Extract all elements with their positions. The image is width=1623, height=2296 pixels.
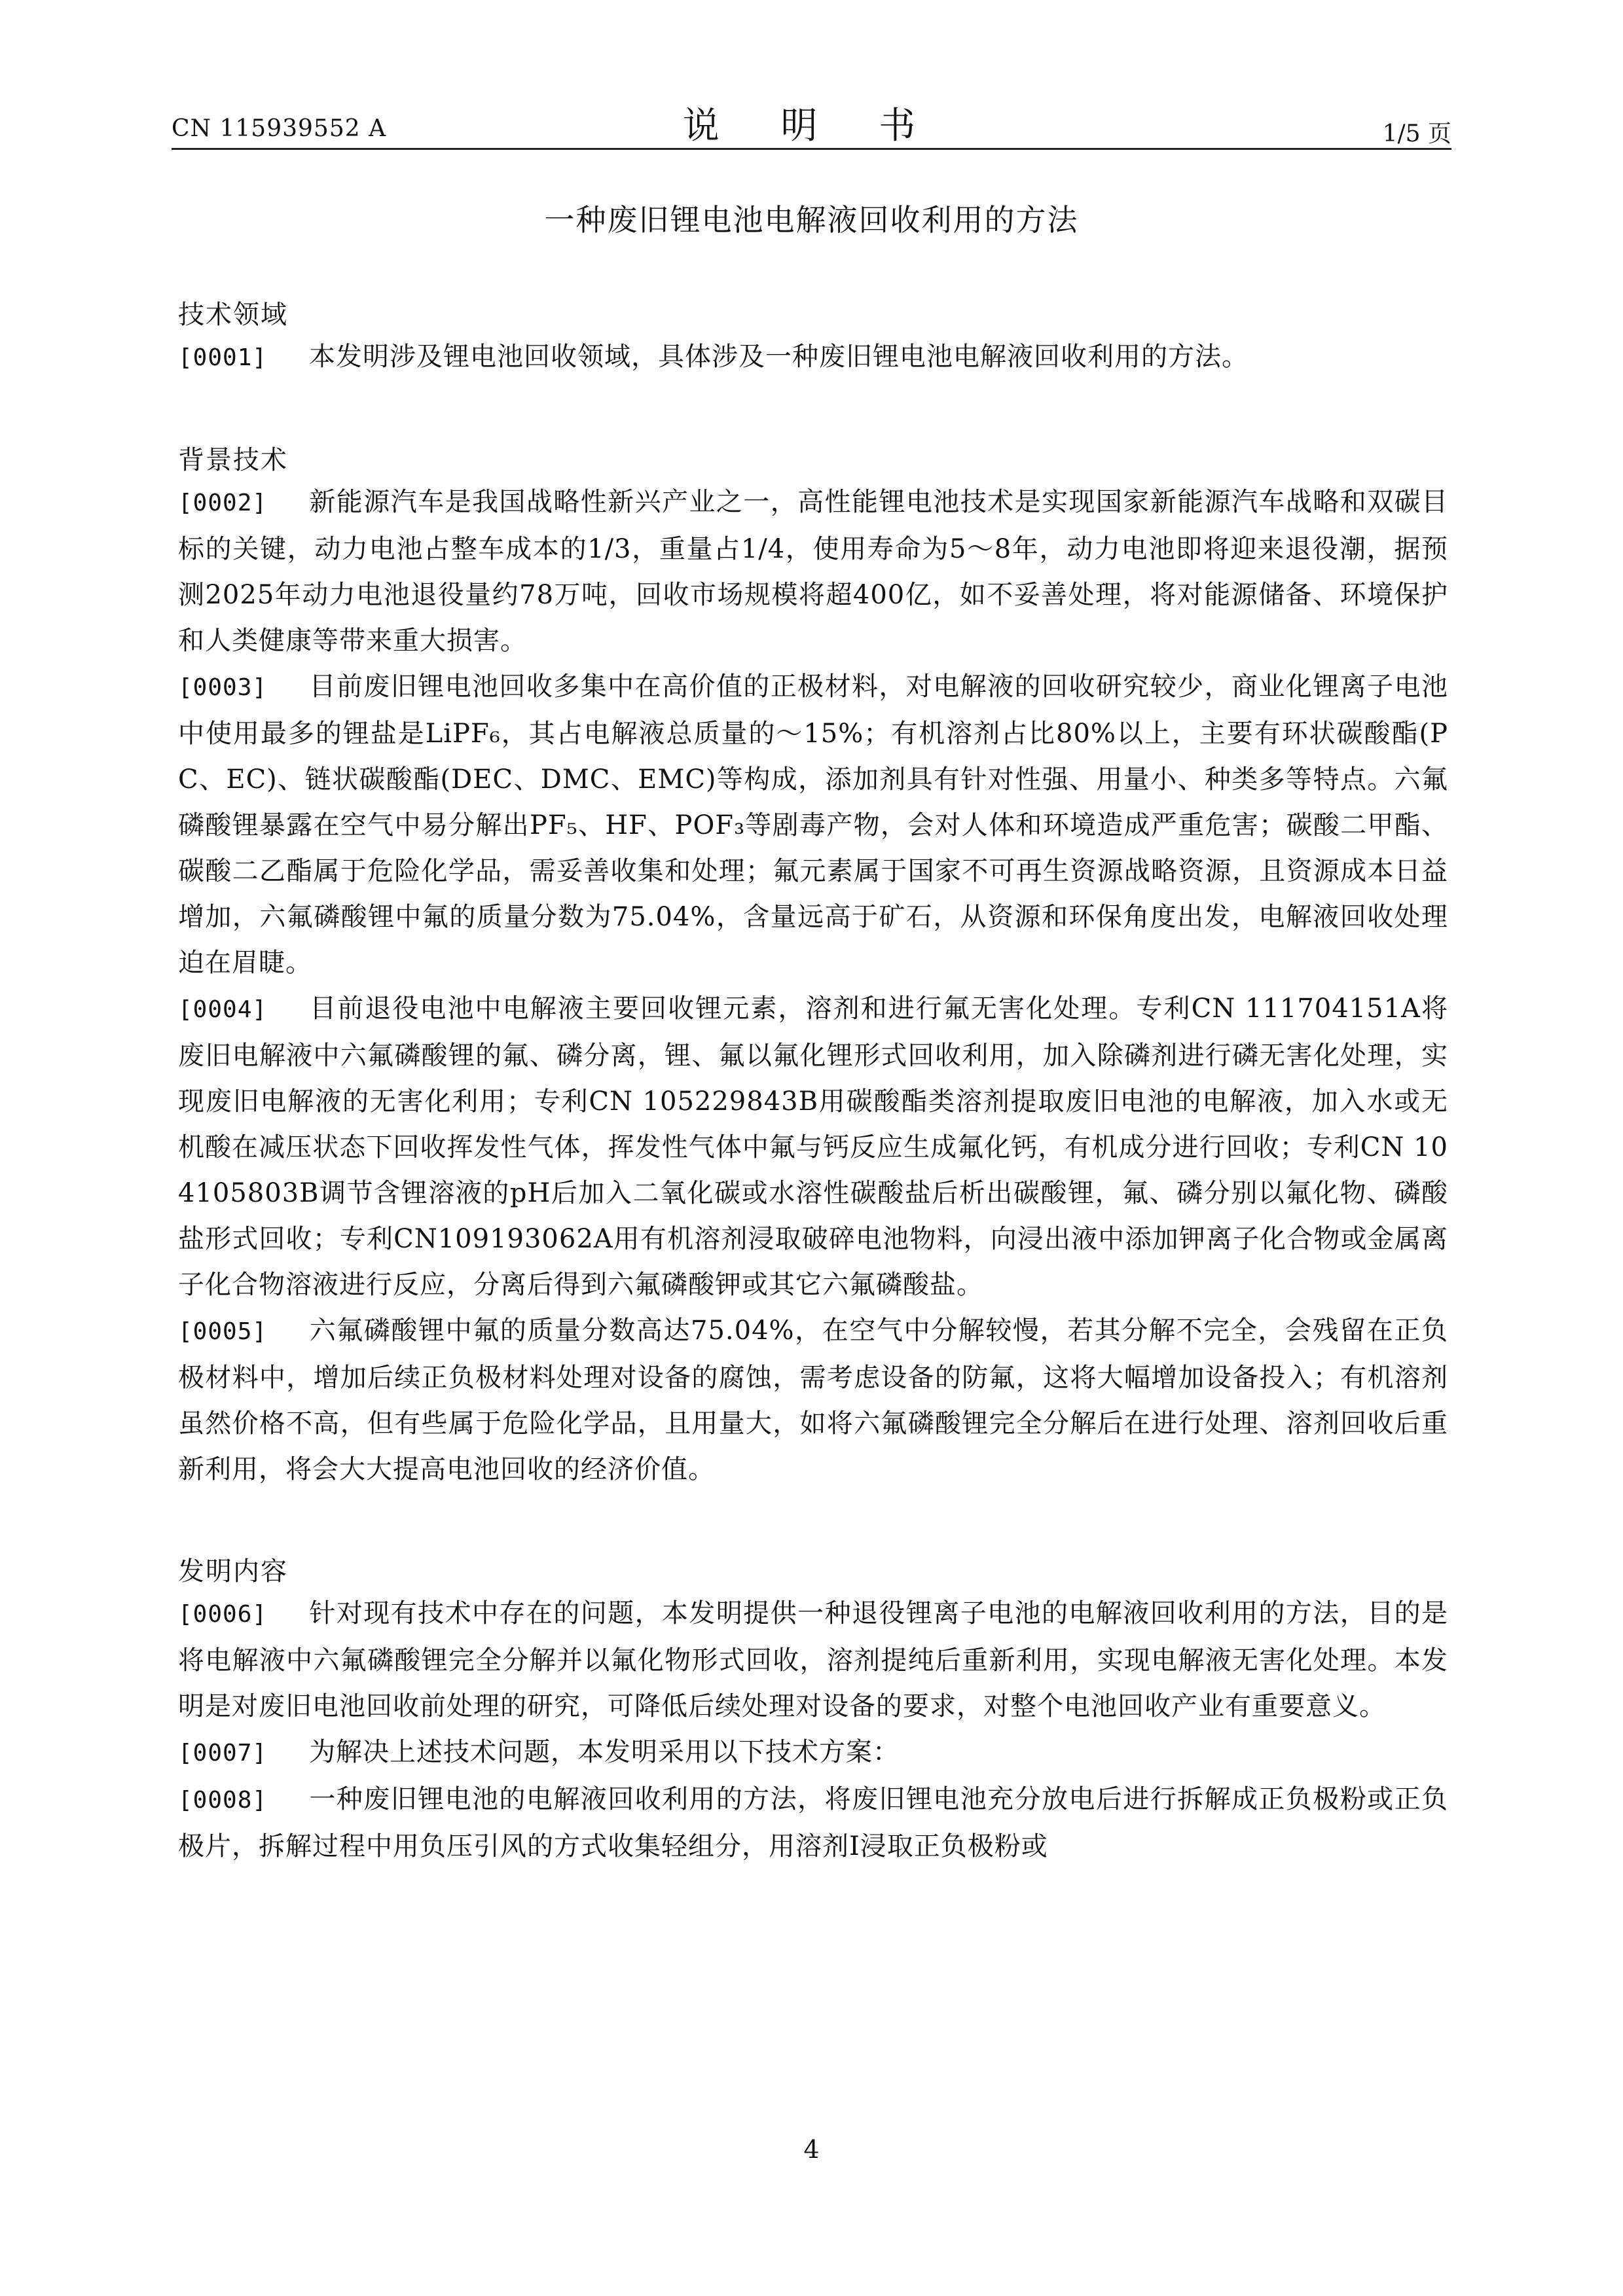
paragraph-number: [0007]	[178, 1740, 268, 1767]
paragraph-0006	[178, 1590, 1448, 1729]
description-body	[178, 296, 1448, 1869]
paragraph-text: 一种废旧锂电池的电解液回收利用的方法，将废旧锂电池充分放电后进行拆解成正负极粉或正负极片，拆解过程中用负压引风的方式收集轻组分，用溶剂I浸取正负极粉或	[178, 1784, 1448, 1861]
paragraph-text: 目前废旧锂电池回收多集中在高价值的正极材料，对电解液的回收研究较少，商业化锂离子电池中使用最多的锂盐是LiPF₆，其占电解液总质量的～15%；有机溶剂占比80%以上，主要有环状碳酸酯(PC、EC)、链状碳酸酯(DEC、DMC、EMC)等构成，添加剂具有针对性强、用量小、种类多等特点。六氟磷酸锂暴露在空气中易分解出PF₅、HF、POF₃等剧毒产物，会对人体和环境造成严重危害；碳酸二甲酯、碳酸二乙酯属于危险化学品，需妥善收集和处理；氟元素属于国家不可再生资源战略资源，且资源成本日益增加，六氟磷酸锂中氟的质量分数为75.04%，含量远高于矿石，从资源和环保角度出发，电解液回收处理迫在眉睫。	[178, 672, 1448, 978]
paragraph-0002	[178, 479, 1448, 664]
section-heading-background: 背景技术	[178, 445, 288, 475]
patent-number: CN 115939552 A	[172, 115, 387, 142]
section-heading-technical-field: 技术领域	[178, 300, 288, 330]
paragraph-number: [0001]	[178, 344, 268, 371]
paragraph-text: 目前退役电池中电解液主要回收锂元素，溶剂和进行氟无害化处理。专利CN 111704151A将废旧电解液中六氟磷酸锂的氟、磷分离，锂、氟以氟化锂形式回收利用，加入除磷剂进行磷无害化处理，实现废旧电解液的无害化利用；专利CN 105229843B用碳酸酯类溶剂提取废旧电池的电解液，加入水或无机酸在减压状态下回收挥发性气体，挥发性气体中氟与钙反应生成氟化钙，有机成分进行回收；专利CN 104105803B调节含锂溶液的pH后加入二氧化碳或水溶性碳酸盐后析出碳酸锂，氟、磷分别以氟化物、磷酸盐形式回收；专利CN109193062A用有机溶剂浸取破碎电池物料，向浸出液中添加钾离子化合物或金属离子化合物溶液进行反应，分离后得到六氟磷酸钾或其它六氟磷酸盐。	[178, 994, 1448, 1300]
paragraph-number: [0005]	[178, 1318, 268, 1345]
paragraph-text: 本发明涉及锂电池回收领域，具体涉及一种废旧锂电池电解液回收利用的方法。	[309, 342, 1249, 372]
paragraph-text: 针对现有技术中存在的问题，本发明提供一种退役锂离子电池的电解液回收利用的方法，目的是将电解液中六氟磷酸锂完全分解并以氟化物形式回收，溶剂提纯后重新利用，实现电解液无害化处理。本发明是对废旧电池回收前处理的研究，可降低后续处理对设备的要求，对整个电池回收产业有重要意义。	[178, 1598, 1448, 1721]
paragraph-0005	[178, 1308, 1448, 1492]
paragraph-0008	[178, 1776, 1448, 1869]
paragraph-0003	[178, 664, 1448, 986]
header-divider	[172, 148, 1451, 150]
paragraph-number: [0004]	[178, 996, 268, 1023]
paragraph-text: 新能源汽车是我国战略性新兴产业之一，高性能锂电池技术是实现国家新能源汽车战略和双碳目标的关键，动力电池占整车成本的1/3，重量占1/4，使用寿命为5～8年，动力电池即将迎来退役潮，据预测2025年动力电池退役量约78万吨，回收市场规模将超400亿，如不妥善处理，将对能源储备、环境保护和人类健康等带来重大损害。	[178, 487, 1448, 656]
section-heading-summary: 发明内容	[178, 1556, 288, 1587]
paragraph-text: 六氟磷酸锂中氟的质量分数高达75.04%，在空气中分解较慢，若其分解不完全，会残留在正负极材料中，增加后续正负极材料处理对设备的腐蚀，需考虑设备的防氟，这将大幅增加设备投入；有机溶剂虽然价格不高，但有些属于危险化学品，且用量大，如将六氟磷酸锂完全分解后在进行处理、溶剂回收后重新利用，将会大大提高电池回收的经济价值。	[178, 1316, 1448, 1484]
page-number: 4	[803, 2135, 820, 2164]
paragraph-number: [0006]	[178, 1601, 268, 1628]
paragraph-number: [0002]	[178, 490, 268, 516]
paragraph-number: [0008]	[178, 1787, 268, 1814]
page-indicator: 1/5 页	[1382, 120, 1451, 147]
document-type-title: 说 明 书	[682, 105, 941, 147]
invention-title: 一种废旧锂电池电解液回收利用的方法	[544, 202, 1079, 238]
paragraph-number: [0003]	[178, 674, 268, 701]
paragraph-0007	[178, 1729, 1448, 1776]
paragraph-0004	[178, 986, 1448, 1308]
paragraph-0001	[178, 334, 1448, 381]
page-header	[172, 97, 1451, 149]
paragraph-text: 为解决上述技术问题，本发明采用以下技术方案：	[309, 1737, 900, 1767]
